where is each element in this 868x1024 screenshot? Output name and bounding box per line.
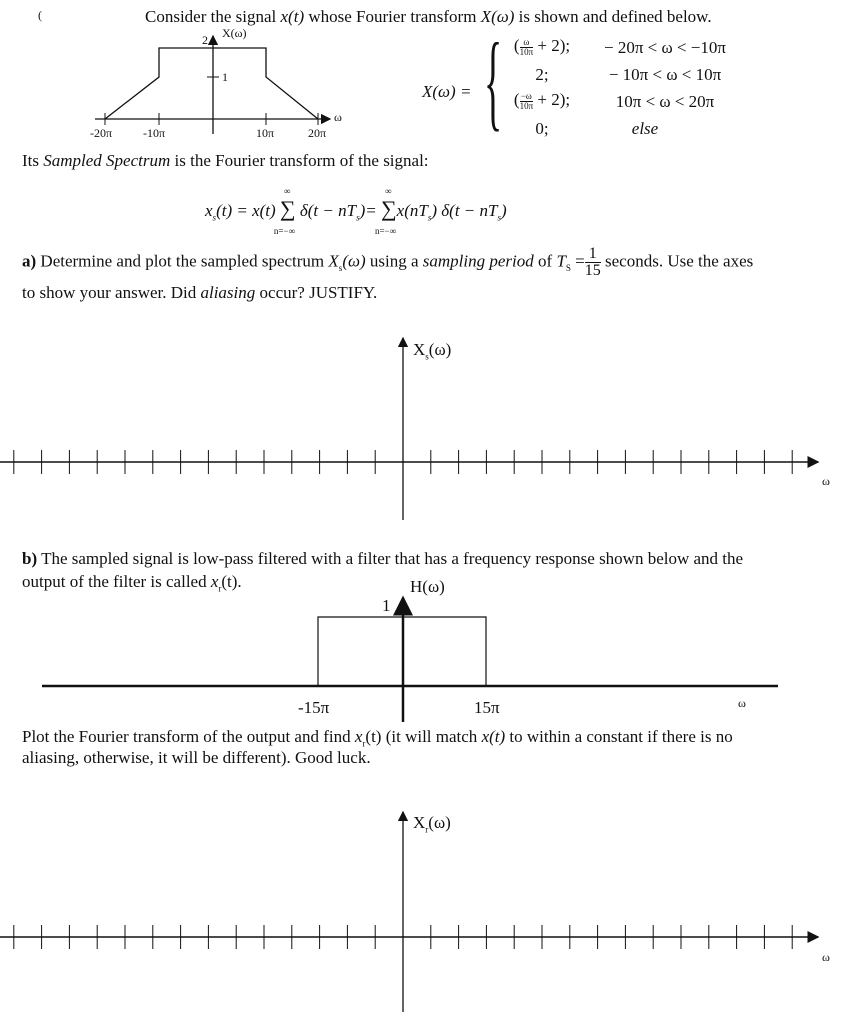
sampling-formula: $x_s(t) = x(t)$ ∑ ∞ n=−∞ $\delta(t - nT_s)=$ ∑ ∞ n=−∞ $x(nT_s) \delta(t - nT_s)$ xyxy=(205,186,507,236)
x-tick: 20π xyxy=(308,126,327,140)
brace-icon: { xyxy=(484,22,503,141)
axes-b xyxy=(0,812,818,1012)
part-b-line1: b) The sampled signal is low-pass filtered with a filter that has a frequency response shown below and the xyxy=(22,549,744,568)
axes-b-xlabel: ω xyxy=(822,950,830,964)
def-expr: 2; xyxy=(535,65,549,84)
intro-pre: Consider the signal xyxy=(145,7,281,26)
x-tick: 10π xyxy=(256,126,275,140)
filter-xtick-neg: -15π xyxy=(298,698,330,717)
def-cond: 10π < ω < 20π xyxy=(615,92,715,111)
axes-a xyxy=(0,338,818,520)
small-plot-ylabel: X(ω) xyxy=(222,26,247,40)
def-expr: ( $\frac{\omega}{10\pi}$ + 2); xyxy=(513,36,571,57)
plot-text-line2: aliasing, otherwise, it will be different). Good luck. xyxy=(22,748,371,767)
def-cond: else xyxy=(631,119,659,138)
plot-text-line1: Plot the Fourier transform of the output and find $x_r(t)$ (it will match x(t) to within a constant if there is no xyxy=(22,727,733,749)
x-tick: -20π xyxy=(90,126,113,140)
part-a-line1: a) Determine and plot the sampled spectrum $X_s(\omega)$ using a sampling period of $T_S$ = $\frac{1}{15}$ seconds. Use the axes xyxy=(22,245,754,279)
filter-level: 1 xyxy=(382,596,391,615)
axes-a-ylabel: $X_s(\omega)$ xyxy=(413,340,452,362)
sampled-intro: Its Sampled Spectrum is the Fourier transform of the signal: xyxy=(22,151,429,170)
def-cond: − 10π < ω < 10π xyxy=(608,65,722,84)
x-omega-plot xyxy=(95,36,330,134)
filter-plot xyxy=(42,598,778,722)
axes-a-xlabel: ω xyxy=(822,474,830,488)
small-plot-xlabel: ω xyxy=(334,110,342,124)
filter-xlabel: ω xyxy=(738,696,746,710)
def-expr: 0; xyxy=(535,119,549,138)
def-expr: ( $\frac{-\omega}{10\pi}$ + 2); xyxy=(513,90,571,111)
intro-post: is shown and defined below. xyxy=(514,7,712,26)
y-tick-2: 2 xyxy=(202,33,208,47)
intro-mid: whose Fourier transform xyxy=(304,7,481,26)
part-a-line2: to show your answer. Did aliasing occur? JUSTIFY. xyxy=(22,283,378,302)
margin-mark: ( xyxy=(38,8,42,22)
axes-b-ylabel: $X_r(\omega)$ xyxy=(413,813,451,835)
y-tick-1: 1 xyxy=(222,70,228,84)
tick-marks xyxy=(105,77,318,125)
def-cond: − 20π < ω < −10π xyxy=(604,38,726,57)
filter-xtick-pos: 15π xyxy=(474,698,500,717)
intro-ft: X(ω) xyxy=(480,7,515,26)
spectrum-curve xyxy=(105,48,318,119)
definition-lhs: X(ω) = xyxy=(422,82,472,101)
filter-ylabel: H(ω) xyxy=(410,577,445,596)
part-b-line2: output of the filter is called $x_r(t)$. xyxy=(22,572,242,594)
intro-signal: x(t) xyxy=(280,7,305,26)
x-tick: -10π xyxy=(143,126,166,140)
